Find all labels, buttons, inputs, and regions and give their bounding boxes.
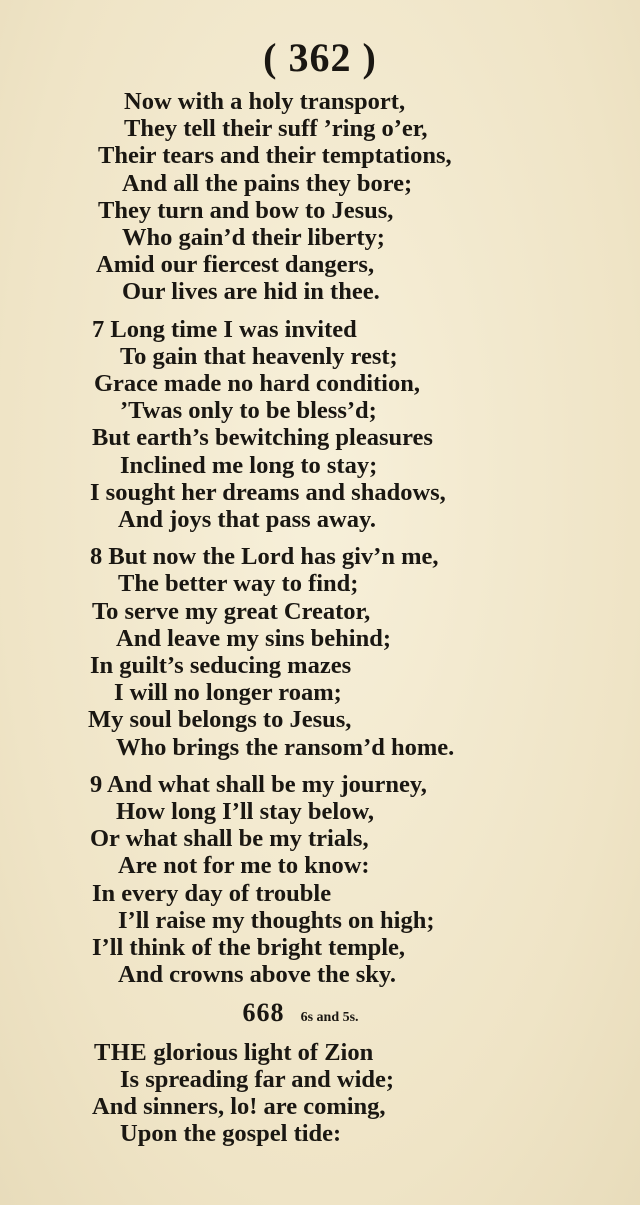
stanza-9 [88, 771, 633, 989]
verse-line: 7 Long time I was invited [92, 315, 357, 343]
verse-line: Our lives are hid in thee. [122, 278, 380, 306]
verse-line [88, 1039, 633, 1066]
verse-line: I’ll raise my thoughts on high; [118, 906, 435, 934]
verse-line: Are not for me to know: [118, 852, 370, 880]
verse-line: Upon the gospel tide: [120, 1120, 342, 1148]
verse-line: And leave my sins behind; [116, 624, 392, 652]
verse-line: Their tears and their temptations, [98, 142, 452, 170]
verse-line: To serve my great Creator, [92, 597, 371, 625]
verse-line: They tell their suff ’ring o’er, [124, 115, 428, 143]
verse-line-rest: glorious light of Zion [153, 1038, 374, 1066]
verse-line: But earth’s bewitching pleasures [92, 424, 433, 452]
hymn-number: 668 [242, 997, 285, 1027]
verse-line: Amid our fiercest dangers, [96, 251, 375, 279]
verse-line: 9 And what shall be my journey, [90, 770, 427, 798]
hymn-668-stanza-1 [88, 1039, 633, 1148]
page-number: ( 362 ) [263, 35, 377, 80]
verse-line: They turn and bow to Jesus, [98, 196, 394, 224]
verse-line: The better way to find; [118, 570, 359, 598]
stanza-continuation [88, 88, 633, 306]
verse-line: Or what shall be my trials, [90, 825, 369, 853]
verse-line: And crowns above the sky. [118, 961, 396, 989]
verse-line: I will no longer roam; [114, 679, 342, 707]
verse-line: My soul belongs to Jesus, [88, 706, 352, 734]
verse-line: And sinners, lo! are coming, [92, 1093, 386, 1121]
verse-line: And joys that pass away. [118, 506, 376, 534]
verse-line: Grace made no hard condition, [94, 370, 420, 398]
verse-line: Now with a holy transport, [124, 88, 406, 115]
verse-line: And all the pains they bore; [122, 169, 413, 197]
verse-line: ’Twas only to be bless’d; [120, 397, 377, 425]
hymn-header [88, 999, 633, 1031]
hymn-text [88, 88, 633, 1158]
verse-line: To gain that heavenly rest; [120, 342, 398, 370]
verse-line: Who gain’d their liberty; [122, 224, 385, 252]
stanza-7 [88, 316, 633, 534]
verse-line: I sought her dreams and shadows, [90, 478, 446, 506]
stanza-8 [88, 543, 633, 761]
verse-line: 8 But now the Lord has giv’n me, [90, 543, 439, 571]
verse-line: I’ll think of the bright temple, [92, 934, 406, 962]
verse-line: Who brings the ransom’d home. [116, 733, 455, 761]
verse-line: Is spreading far and wide; [120, 1065, 395, 1093]
verse-line: In guilt’s seducing mazes [90, 652, 352, 680]
verse-line: Inclined me long to stay; [120, 451, 378, 479]
hymn-meter: 6s and 5s. [300, 1009, 359, 1025]
verse-line: In every day of trouble [92, 879, 332, 907]
verse-line: How long I’ll stay below, [116, 798, 374, 826]
first-word: THE [94, 1038, 148, 1066]
